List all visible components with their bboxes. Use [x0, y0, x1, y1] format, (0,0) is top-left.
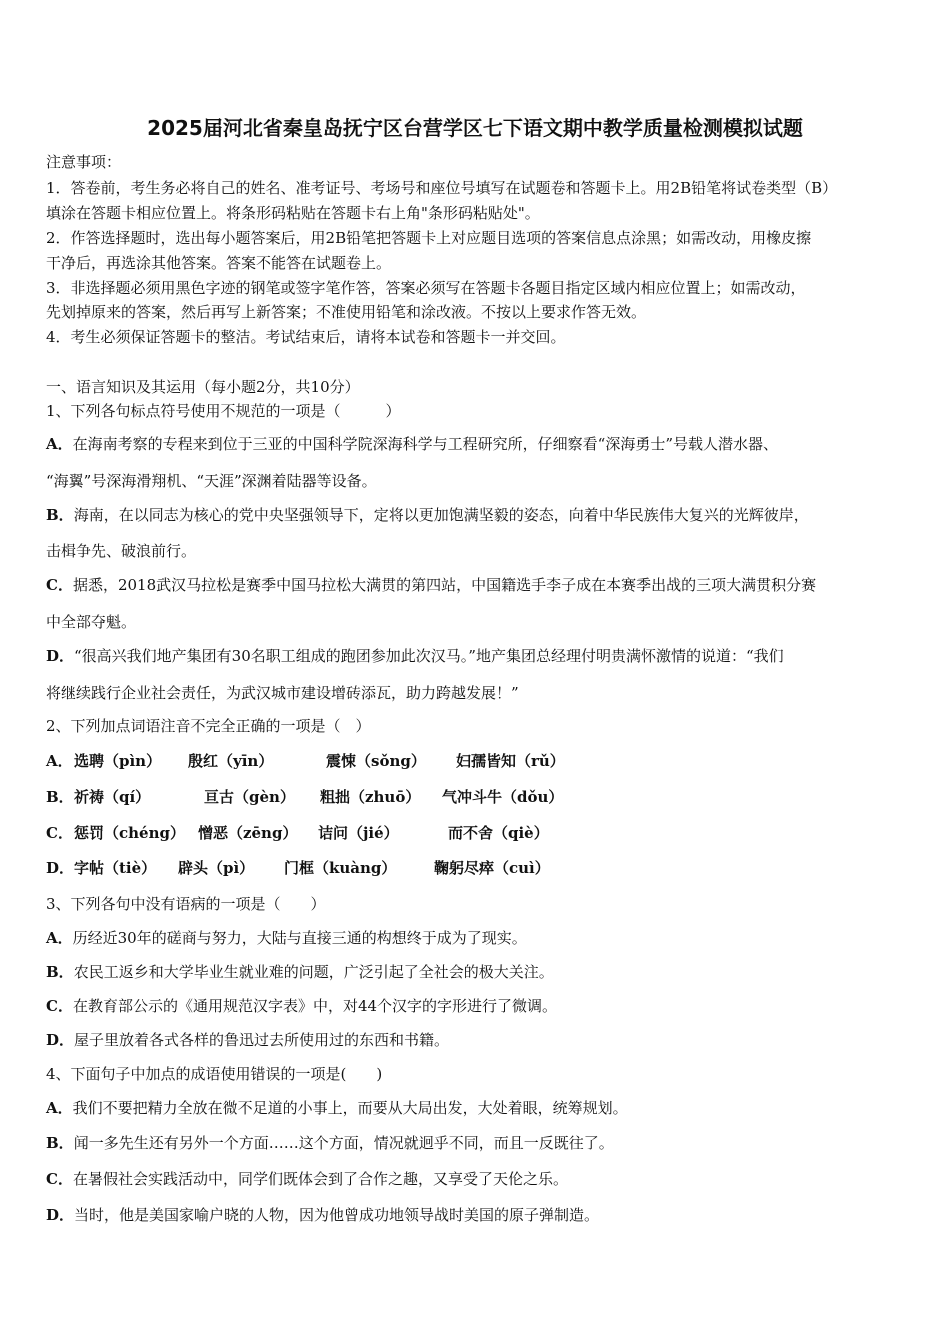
option-line	[46, 505, 809, 525]
notice-line: 干净后，再选涂其他答案。答案不能答在试题卷上。	[46, 254, 392, 272]
option-text: 击楫争先、破浪前行。	[46, 542, 197, 560]
notice-line: 先划掉原来的答案，然后再写上新答案；不准使用铅笔和涂改液。不按以上要求作答无效。	[46, 303, 647, 321]
question-stem: 4、下面句子中加点的成语使用错误的一项是( )	[46, 1065, 383, 1083]
option-tag: D．	[46, 1206, 75, 1224]
option-text: 据悉，2018武汉马拉松是赛季中国马拉松大满贯的第四站，中国籍选手李子成在本赛季出战的三项大满贯积分赛	[72, 576, 817, 594]
pinyin-item: 诘问（jié）	[318, 824, 399, 842]
option-text: 我们不要把精力全放在微不足道的小事上，而要从大局出发，大处着眼，统筹规划。	[72, 1099, 628, 1117]
option-text: 海南，在以同志为核心的党中央坚强领导下，定将以更加饱满坚毅的姿态，向着中华民族伟大复兴的光辉彼岸，	[73, 506, 809, 524]
option-text: 屋子里放着各式各样的鲁迅过去所使用过的东西和书籍。	[74, 1031, 450, 1049]
pinyin-item: 而不舍（qiè）	[448, 824, 549, 842]
option-line	[46, 612, 136, 632]
page-title: 2025届河北省秦皇岛抚宁区台营学区七下语文期中教学质量检测模拟试题	[147, 116, 803, 140]
option-line	[46, 575, 816, 595]
pinyin-item: 辟头（pì）	[178, 859, 255, 877]
option-tag: C．	[46, 997, 73, 1015]
option-tag: B．	[46, 788, 74, 806]
option-tag: C．	[46, 824, 73, 842]
option-text: “海翼”号深海滑翔机、“天涯”深渊着陆器等设备。	[46, 472, 377, 490]
option-text: 在海南考察的专程来到位于三亚的中国科学院深海科学与工程研究所，仔细察看“深海勇士”号载人潜水器、	[72, 435, 778, 453]
option-line	[46, 1098, 628, 1118]
question-stem: 1、下列各句标点符号使用不规范的一项是（ ）	[46, 402, 401, 420]
option-tag: A．	[46, 929, 73, 947]
notice-line: 1．答卷前，考生务必将自己的姓名、准考证号、考场号和座位号填写在试题卷和答题卡上。用2B铅笔将试卷类型（B）	[46, 179, 838, 197]
question-stem: 2、下列加点词语注音不完全正确的一项是（ ）	[46, 717, 371, 735]
pinyin-item: 鞠躬尽瘁（cuì）	[434, 859, 550, 877]
option-tag: C．	[46, 1170, 73, 1188]
option-text: 将继续践行企业社会责任，为武汉城市建设增砖添瓦，助力跨越发展！”	[46, 684, 519, 702]
option-line	[46, 1133, 614, 1153]
option-line	[46, 1205, 599, 1225]
option-line	[46, 928, 527, 948]
notice-line: 3．非选择题必须用黑色字迹的钢笔或签字笔作答，答案必须写在答题卡各题目指定区域内相应位置上；如需改动，	[46, 279, 806, 297]
option-line	[46, 683, 519, 703]
option-tag: B．	[46, 506, 74, 524]
option-line	[46, 962, 554, 982]
pinyin-item: 殷红（yīn）	[188, 752, 274, 770]
option-line	[46, 646, 784, 666]
pinyin-item: 祈祷（qí）	[74, 788, 151, 806]
notice-line: 4．考生必须保证答题卡的整洁。考试结束后，请将本试卷和答题卡一并交回。	[46, 328, 566, 346]
pinyin-item: 气冲斗牛（dǒu）	[442, 788, 564, 806]
option-line	[46, 996, 557, 1016]
option-tag: D．	[46, 647, 75, 665]
option-tag: D．	[46, 859, 75, 877]
option-text: 在教育部公示的《通用规范汉字表》中，对44个汉字的字形进行了微调。	[72, 997, 558, 1015]
option-text: 农民工返乡和大学毕业生就业难的问题，广泛引起了全社会的极大关注。	[73, 963, 554, 981]
pinyin-item: 妇孺皆知（rǔ）	[456, 752, 565, 770]
option-line	[46, 434, 778, 454]
pinyin-item: 选聘（pìn）	[74, 752, 162, 770]
pinyin-item: 震悚（sǒng）	[326, 752, 426, 770]
option-tag: A．	[46, 1099, 73, 1117]
pinyin-item: 憎恶（zēng）	[198, 824, 298, 842]
option-text: 历经近30年的磋商与努力，大陆与直接三通的构想终于成为了现实。	[72, 929, 527, 947]
notice-line: 填涂在答题卡相应位置上。将条形码粘贴在答题卡右上角"条形码粘贴处"。	[46, 204, 540, 222]
option-tag: C．	[46, 576, 73, 594]
option-line	[46, 1169, 568, 1189]
pinyin-item: 惩罚（chéng）	[74, 824, 185, 842]
option-line	[46, 541, 196, 561]
pinyin-item: 门框（kuàng）	[284, 859, 397, 877]
notice-line: 2．作答选择题时，选出每小题答案后，用2B铅笔把答题卡上对应题目选项的答案信息点涂黑；如需改动，用橡皮擦	[46, 229, 812, 247]
option-line	[46, 1030, 449, 1050]
option-line	[46, 471, 377, 491]
option-text: 中全部夺魁。	[46, 613, 137, 631]
option-text: 当时，他是美国家喻户晓的人物，因为他曾成功地领导战时美国的原子弹制造。	[74, 1206, 600, 1224]
option-text: 在暑假社会实践活动中，同学们既体会到了合作之趣，又享受了天伦之乐。	[72, 1170, 568, 1188]
section-heading: 一、语言知识及其运用（每小题2分，共10分）	[46, 378, 360, 396]
notice-heading: 注意事项：	[46, 153, 122, 171]
option-text: “很高兴我们地产集团有30名职工组成的跑团参加此次汉马。”地产集团总经理付明贵满怀激情的说道：“我们	[74, 647, 784, 665]
option-tag: A．	[46, 435, 73, 453]
pinyin-item: 粗拙（zhuō）	[320, 788, 421, 806]
pinyin-item: 字帖（tiè）	[74, 859, 157, 877]
option-tag: B．	[46, 1134, 74, 1152]
option-text: 闻一多先生还有另外一个方面……这个方面，情况就迥乎不同，而且一反既往了。	[73, 1134, 614, 1152]
question-stem: 3、下列各句中没有语病的一项是（ ）	[46, 895, 326, 913]
option-tag: B．	[46, 963, 74, 981]
option-tag: D．	[46, 1031, 75, 1049]
pinyin-item: 亘古（gèn）	[204, 788, 295, 806]
option-tag: A．	[46, 752, 73, 770]
